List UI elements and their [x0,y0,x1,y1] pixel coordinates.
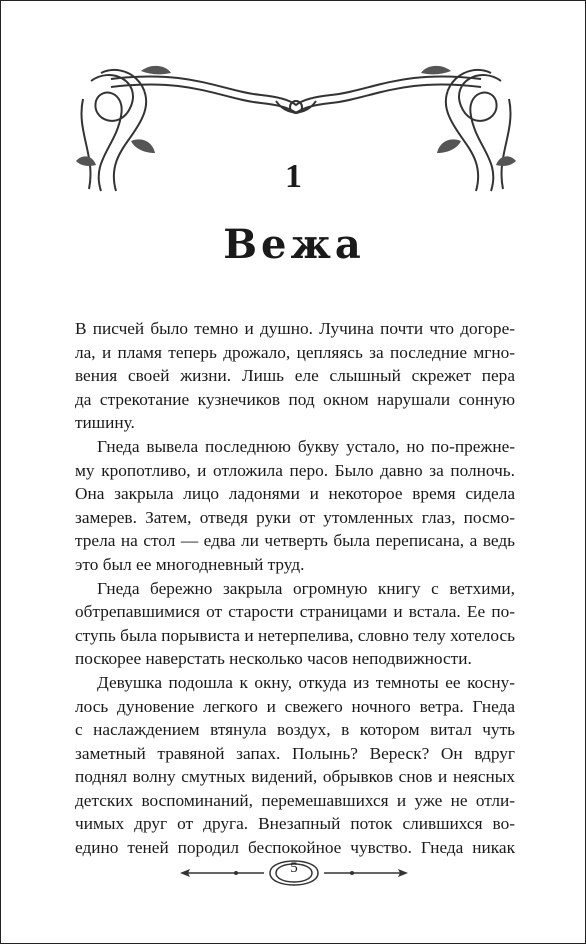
text-line: поскорее наверстать несколько часов неподвижности. [75,649,472,669]
text-line: да стрекотание кузнечиков под окном нарушали сонную [75,389,515,409]
text-line: чимых друг от друга. Внезапный поток слившихся во- [75,814,515,834]
text-line: заметный травяной запах. Полынь? Вереск? Он вдруг [75,743,515,763]
text-line: В писчей было темно и душно. Лучина почти что догоре- [75,319,515,338]
text-line: едино теней породил беспокойное чувство. Гнеда никак [75,838,515,858]
text-line: трела на стол — едва ли четверть была переписана, а ведь [75,531,515,551]
page-number: 5 [290,860,298,876]
text-line: Она закрыла лицо ладонями и некоторое время сидела [75,484,515,504]
chapter-number: 1 [285,158,303,195]
text-line: лось дуновение легкого и свежего ночного ветра. Гнеда [75,696,515,716]
body-text [75,317,515,860]
text-line: ла, и пламя теперь дрожало, цепляясь за последние мгно- [75,342,515,362]
text-line: Гнеда бережно закрыла огромную книгу с ветхими, [97,578,515,598]
chapter-title: Вежа [223,221,365,268]
text-line: ступь была порывиста и нетерпелива, словно телу хотелось [75,625,515,645]
text-line: замерев. Затем, отведя руки от утомленных глаз, посмо- [75,507,515,527]
text-line: детских воспоминаний, перемешавшихся и уже не отли- [75,790,515,810]
text-line: Девушка подошла к окну, откуда из темноты ее косну- [97,672,515,692]
text-line: поднял волну смутных видений, обрывков снов и неясных [75,767,515,787]
text-line: му кропотливо, и отложила перо. Было давно за полночь. [75,460,515,480]
text-line: с наслаждением втянула воздух, в котором витал чуть [75,720,515,740]
text-line: тишину. [75,413,135,433]
text-line: обтрепавшимися от старости страницами и встала. Ее по- [75,602,515,622]
text-line: Гнеда вывела последнюю букву устало, но по-прежне- [97,436,515,456]
text-line: вения своей жизни. Лишь еле слышный скрежет пера [75,366,515,386]
text-line: это был ее многодневный труд. [75,554,305,574]
